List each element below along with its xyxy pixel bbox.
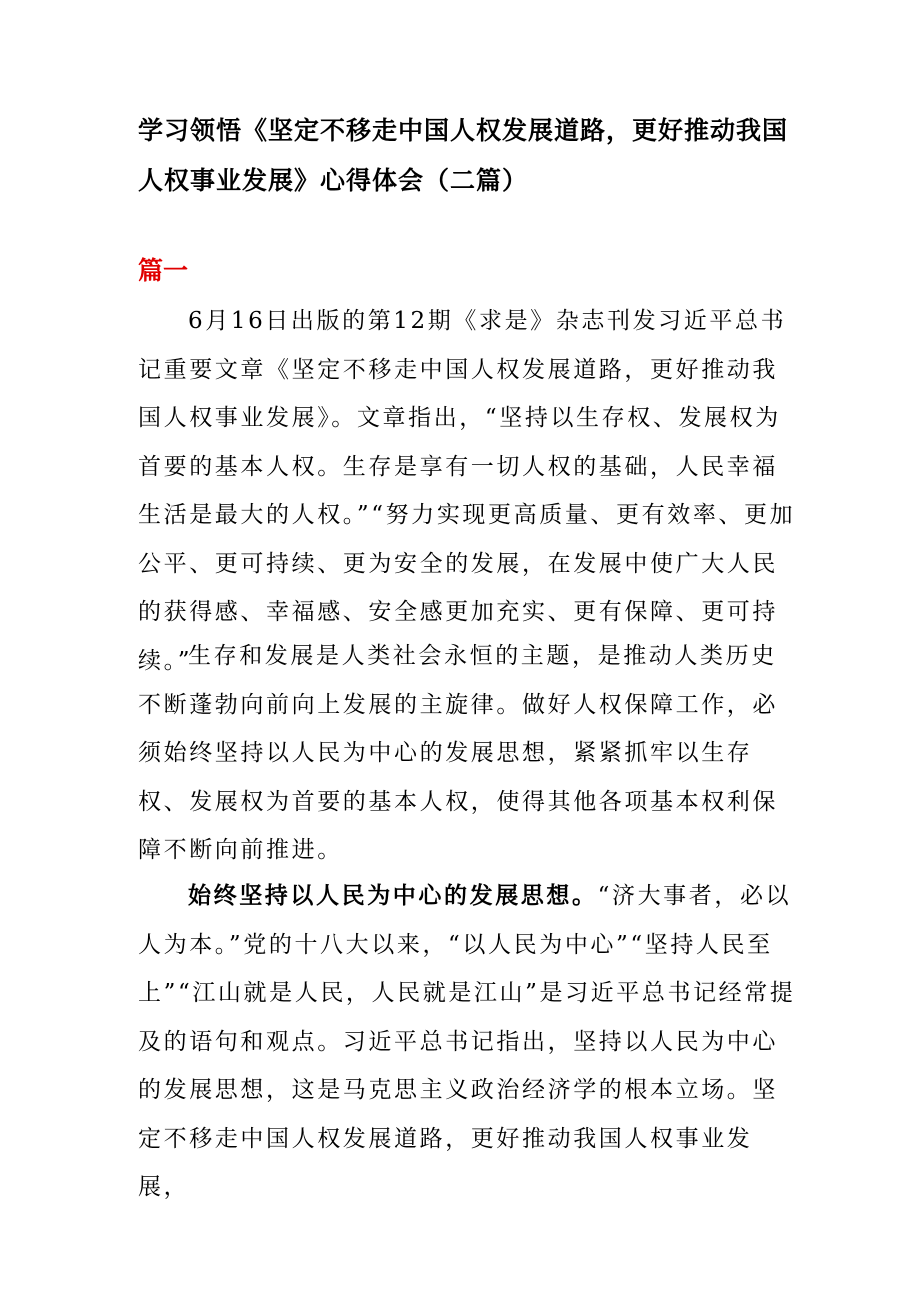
paragraph-lead-sentence: 始终坚持以人民为中心的发展思想。: [188, 883, 598, 909]
paragraph-body-text: “济大事者，必以人为本。”党的十八大以来，“以人民为中心”“坚持人民至上”“江山就是人民，人民就是江山”是习近平总书记经常提及的语句和观点。习近平总书记指出，坚持以人民为中心的发展思想，这是马克思主义政治经济学的根本立场。坚定不移走中国人权发展道路，更好推动我国人权事业发展，: [138, 883, 796, 1200]
body-paragraph-3: [138, 872, 798, 1212]
body-paragraph-1: 6月16日出版的第12期《求是》杂志刊发习近平总书记重要文章《坚定不移走中国人权发展道路，更好推动我国人权事业发展》。文章指出，“坚持以生存权、发展权为首要的基本人权。生存是享有一切人权的基础，人民幸福生活是最大的人权。”“努力实现更高质量、更有效率、更加公平、更可持续、更为安全的发展，在发展中使广大人民的获得感、幸福感、安全感更加充实、更有保障、更可持续。”: [138, 308, 796, 674]
section-heading: 篇一: [138, 256, 189, 285]
document-title: 学习领悟《坚定不移走中国人权发展道路，更好推动我国人权事业发展》心得体会（二篇）: [138, 116, 789, 195]
body-paragraph-2: 生存和发展是人类社会永恒的主题，是推动人类历史不断蓬勃向前向上发展的主旋律。做好人权保障工作，必须始终坚持以人民为中心的发展思想，紧紧抓牢以生存权、发展权为首要的基本人权，使得其他各项基本权利保障不断向前推进。: [138, 643, 778, 863]
